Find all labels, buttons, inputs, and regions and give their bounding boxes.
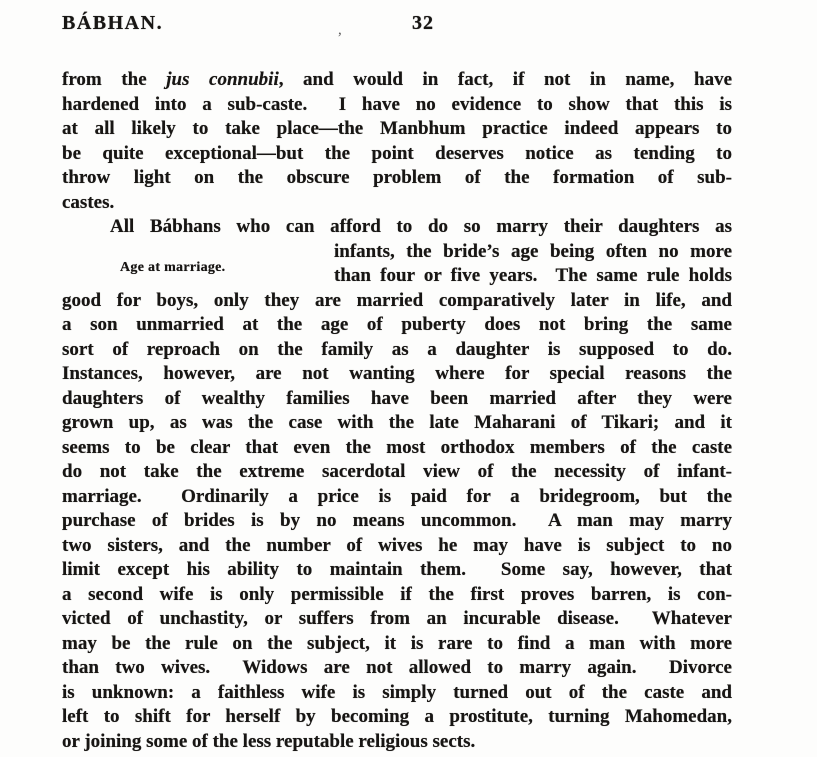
stray-comma-mark: ,: [338, 22, 342, 38]
text-line: two sisters, and the number of wives he may have is subject to no: [62, 534, 732, 556]
text-line: do not take the extreme sacerdotal view of the necessity of infant-: [62, 461, 732, 482]
text-line: [62, 68, 732, 93]
text-line: infants, the bride’s age being often no more: [334, 240, 732, 262]
text-line: left to shift for herself by becoming a prostitute, turning Mahomedan,: [62, 706, 732, 727]
text-line: than four or five years. The same rule holds: [334, 265, 732, 286]
body-text-block: [62, 68, 732, 754]
text-segment: , and would in fact, if not in name, have: [278, 69, 733, 90]
text-line: may be the rule on the subject, it is rare to find a man with more: [62, 632, 732, 654]
text-line: victed of unchastity, or suffers from an incurable disease. Whatever: [62, 608, 732, 629]
text-line: be quite exceptional—but the point deserves notice as tending to: [62, 142, 732, 164]
text-line: marriage. Ordinarily a price is paid for a bridegroom, but the: [62, 485, 732, 507]
margin-note: Age at marriage.: [120, 260, 226, 275]
text-line: All Bábhans who can afford to do so marry their daughters as: [110, 216, 732, 237]
running-title: BÁBHAN.: [62, 12, 164, 34]
text-line: Instances, however, are not wanting where for special reasons the: [62, 363, 732, 384]
text-line: a son unmarried at the age of puberty does not bring the same: [62, 314, 732, 335]
paragraph-1: [62, 68, 732, 215]
page-number: 32: [412, 12, 434, 34]
text-line: seems to be clear that even the most orthodox members of the caste: [62, 436, 732, 458]
text-line: is unknown: a faithless wife is simply turned out of the caste and: [62, 681, 732, 703]
text-line: throw light on the obscure problem of the formation of sub-: [62, 167, 732, 188]
text-line: at all likely to take place—the Manbhum practice indeed appears to: [62, 118, 732, 139]
text-line: sort of reproach on the family as a daughter is supposed to do.: [62, 338, 732, 360]
paragraph-2: [62, 215, 732, 754]
text-line: hardened into a sub-caste. I have no evidence to show that this is: [62, 93, 732, 115]
running-header: [0, 12, 817, 40]
text-segment: from the: [62, 69, 167, 90]
text-line: grown up, as was the case with the late Maharani of Tikari; and it: [62, 412, 732, 433]
text-line: or joining some of the less reputable religious sects.: [62, 730, 476, 752]
italic-latin-phrase: jus connubii: [166, 69, 279, 90]
text-line: good for boys, only they are married comparatively later in life, and: [62, 289, 732, 311]
text-line: daughters of wealthy families have been married after they were: [62, 387, 732, 409]
text-line: than two wives. Widows are not allowed to marry again. Divorce: [62, 657, 732, 678]
text-line: purchase of brides is by no means uncommon. A man may marry: [62, 510, 732, 531]
text-line: limit except his ability to maintain them. Some say, however, that: [62, 559, 732, 580]
text-line: castes.: [62, 191, 115, 213]
text-line: a second wife is only permissible if the first proves barren, is con-: [62, 583, 732, 605]
